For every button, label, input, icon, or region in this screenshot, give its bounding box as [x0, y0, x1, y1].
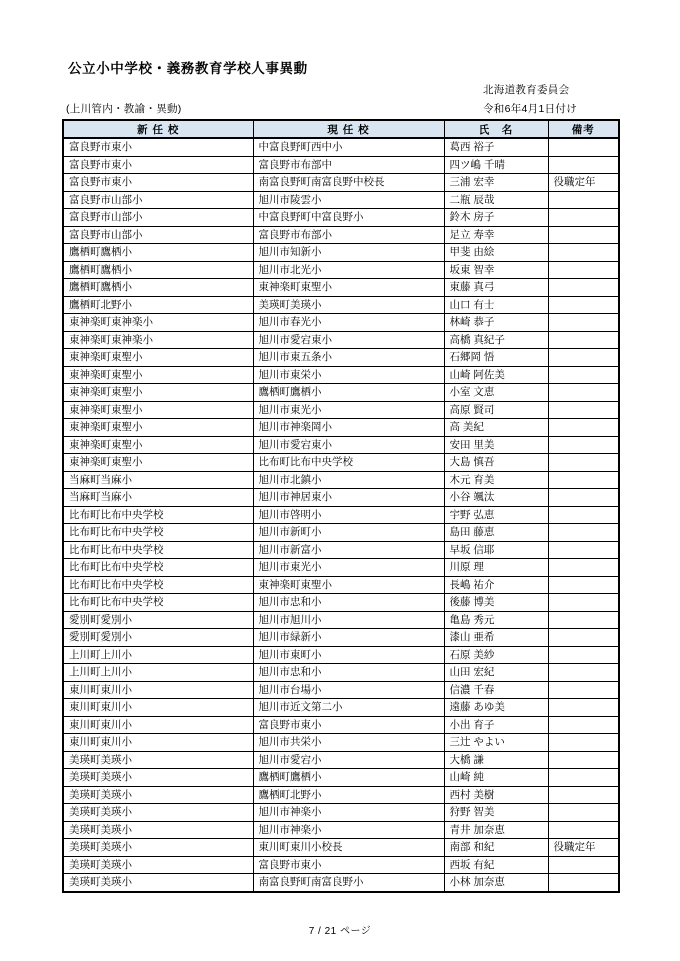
current-school-cell: 旭川市共栄小: [253, 734, 444, 752]
name-cell: 山崎 純: [444, 769, 548, 787]
name-cell: 山崎 阿佐美: [444, 366, 548, 384]
new-school-cell: 東神楽町東聖小: [63, 384, 253, 402]
new-school-cell: 比布町比布中央学校: [63, 524, 253, 542]
remarks-cell: [548, 156, 619, 174]
table-row: [63, 699, 619, 717]
new-school-cell: 東川町東川小: [63, 681, 253, 699]
remarks-cell: [548, 821, 619, 839]
table-row: [63, 751, 619, 769]
name-cell: 木元 育美: [444, 471, 548, 489]
table-row: [63, 629, 619, 647]
column-header-remarks: 備考: [548, 120, 619, 138]
new-school-cell: 鷹栖町北野小: [63, 296, 253, 314]
current-school-cell: 旭川市忠和小: [253, 664, 444, 682]
remarks-cell: [548, 489, 619, 507]
name-cell: 石原 美紗: [444, 646, 548, 664]
table-row: [63, 366, 619, 384]
current-school-cell: 旭川市東光小: [253, 401, 444, 419]
new-school-cell: 富良野市東小: [63, 138, 253, 156]
table-row: [63, 174, 619, 192]
table-row: [63, 856, 619, 874]
new-school-cell: 美瑛町美瑛小: [63, 839, 253, 857]
name-cell: 鈴木 房子: [444, 209, 548, 227]
table-row: [63, 681, 619, 699]
table-row: [63, 839, 619, 857]
table-row: [63, 716, 619, 734]
new-school-cell: 美瑛町美瑛小: [63, 874, 253, 892]
new-school-cell: 愛別町愛別小: [63, 611, 253, 629]
name-cell: 西村 美樹: [444, 786, 548, 804]
name-cell: 大島 慎吾: [444, 454, 548, 472]
effective-date: 令和6年4月1日付け: [483, 103, 578, 115]
table-body: [63, 138, 619, 892]
current-school-cell: 鷹栖町鷹栖小: [253, 384, 444, 402]
current-school-cell: 旭川市緑新小: [253, 629, 444, 647]
name-cell: 石郷岡 悟: [444, 349, 548, 367]
table-header: [63, 120, 619, 138]
new-school-cell: 美瑛町美瑛小: [63, 786, 253, 804]
table-row: [63, 611, 619, 629]
current-school-cell: 鷹栖町北野小: [253, 786, 444, 804]
current-school-cell: 旭川市東光小: [253, 559, 444, 577]
name-cell: 高 美紀: [444, 419, 548, 437]
current-school-cell: 美瑛町美瑛小: [253, 296, 444, 314]
new-school-cell: 比布町比布中央学校: [63, 594, 253, 612]
new-school-cell: 富良野市山部小: [63, 191, 253, 209]
current-school-cell: 旭川市知新小: [253, 244, 444, 262]
table-row: [63, 489, 619, 507]
current-school-cell: 南富良野町南富良野小: [253, 874, 444, 892]
current-school-cell: 旭川市春光小: [253, 314, 444, 332]
current-school-cell: 富良野市東小: [253, 716, 444, 734]
personnel-table: [62, 119, 620, 893]
remarks-cell: [548, 716, 619, 734]
table-row: [63, 331, 619, 349]
remarks-cell: [548, 681, 619, 699]
table-row: [63, 279, 619, 297]
table-row: [63, 349, 619, 367]
table-row: [63, 209, 619, 227]
table-row: [63, 244, 619, 262]
remarks-cell: [548, 734, 619, 752]
name-cell: 南部 和紀: [444, 839, 548, 857]
new-school-cell: 美瑛町美瑛小: [63, 856, 253, 874]
current-school-cell: 旭川市東町小: [253, 646, 444, 664]
name-cell: 早坂 信耶: [444, 541, 548, 559]
current-school-cell: 富良野市布部小: [253, 226, 444, 244]
remarks-cell: [548, 314, 619, 332]
remarks-cell: [548, 296, 619, 314]
new-school-cell: 富良野市東小: [63, 156, 253, 174]
remarks-cell: [548, 366, 619, 384]
remarks-cell: [548, 751, 619, 769]
current-school-cell: 東神楽町東聖小: [253, 576, 444, 594]
remarks-cell: [548, 629, 619, 647]
remarks-cell: [548, 594, 619, 612]
remarks-cell: [548, 856, 619, 874]
current-school-cell: 東川町東川小校長: [253, 839, 444, 857]
name-cell: 小谷 颯汰: [444, 489, 548, 507]
header-row: [63, 120, 619, 138]
new-school-cell: 鷹栖町鷹栖小: [63, 279, 253, 297]
name-cell: 宇野 弘恵: [444, 506, 548, 524]
table-row: [63, 821, 619, 839]
table-row: [63, 664, 619, 682]
current-school-cell: 旭川市北鎮小: [253, 471, 444, 489]
name-cell: 西坂 有紀: [444, 856, 548, 874]
current-school-cell: 旭川市東五条小: [253, 349, 444, 367]
table-row: [63, 471, 619, 489]
name-cell: 漆山 亜希: [444, 629, 548, 647]
remarks-cell: [548, 524, 619, 542]
current-school-cell: 旭川市神楽小: [253, 821, 444, 839]
remarks-cell: [548, 576, 619, 594]
remarks-cell: [548, 209, 619, 227]
current-school-cell: 旭川市台場小: [253, 681, 444, 699]
name-cell: 川原 理: [444, 559, 548, 577]
table-row: [63, 138, 619, 156]
new-school-cell: 富良野市東小: [63, 174, 253, 192]
new-school-cell: 東神楽町東聖小: [63, 454, 253, 472]
remarks-cell: [548, 471, 619, 489]
remarks-cell: 役職定年: [548, 839, 619, 857]
column-header-name: 氏 名: [444, 120, 548, 138]
new-school-cell: 富良野市山部小: [63, 226, 253, 244]
name-cell: 小林 加奈恵: [444, 874, 548, 892]
new-school-cell: 美瑛町美瑛小: [63, 804, 253, 822]
table-row: [63, 191, 619, 209]
name-cell: 島田 藤恵: [444, 524, 548, 542]
remarks-cell: [548, 454, 619, 472]
organization-name: 北海道教育委員会: [483, 84, 570, 96]
remarks-cell: [548, 769, 619, 787]
name-cell: 青井 加奈恵: [444, 821, 548, 839]
name-cell: 小出 育子: [444, 716, 548, 734]
table-row: [63, 734, 619, 752]
new-school-cell: 東神楽町東神楽小: [63, 331, 253, 349]
current-school-cell: 旭川市神居東小: [253, 489, 444, 507]
name-cell: 後藤 博美: [444, 594, 548, 612]
new-school-cell: 東川町東川小: [63, 734, 253, 752]
new-school-cell: 東神楽町東聖小: [63, 366, 253, 384]
new-school-cell: 鷹栖町鷹栖小: [63, 244, 253, 262]
new-school-cell: 東川町東川小: [63, 716, 253, 734]
name-cell: 安田 里美: [444, 436, 548, 454]
table-row: [63, 786, 619, 804]
current-school-cell: 旭川市近文第二小: [253, 699, 444, 717]
name-cell: 甲斐 由絵: [444, 244, 548, 262]
new-school-cell: 鷹栖町鷹栖小: [63, 261, 253, 279]
remarks-cell: [548, 541, 619, 559]
current-school-cell: 旭川市北光小: [253, 261, 444, 279]
remarks-cell: [548, 331, 619, 349]
current-school-cell: 南富良野町南富良野中校長: [253, 174, 444, 192]
table-row: [63, 401, 619, 419]
new-school-cell: 比布町比布中央学校: [63, 541, 253, 559]
remarks-cell: [548, 419, 619, 437]
remarks-cell: [548, 244, 619, 262]
current-school-cell: 旭川市東栄小: [253, 366, 444, 384]
page-title: 公立小中学校・義務教育学校人事異動: [68, 61, 308, 76]
name-cell: 林崎 恭子: [444, 314, 548, 332]
remarks-cell: [548, 874, 619, 892]
table-row: [63, 156, 619, 174]
current-school-cell: 富良野市東小: [253, 856, 444, 874]
new-school-cell: 愛別町愛別小: [63, 629, 253, 647]
new-school-cell: 美瑛町美瑛小: [63, 821, 253, 839]
current-school-cell: 旭川市新町小: [253, 524, 444, 542]
name-cell: 信濃 千春: [444, 681, 548, 699]
name-cell: 狩野 智美: [444, 804, 548, 822]
current-school-cell: 中富良野町中富良野小: [253, 209, 444, 227]
current-school-cell: 旭川市陵雲小: [253, 191, 444, 209]
remarks-cell: [548, 664, 619, 682]
current-school-cell: 旭川市旭川小: [253, 611, 444, 629]
name-cell: 小室 文恵: [444, 384, 548, 402]
table-row: [63, 261, 619, 279]
current-school-cell: 旭川市愛宕小: [253, 751, 444, 769]
current-school-cell: 東神楽町東聖小: [253, 279, 444, 297]
remarks-cell: [548, 436, 619, 454]
name-cell: 東藤 真弓: [444, 279, 548, 297]
table-row: [63, 804, 619, 822]
table-row: [63, 454, 619, 472]
current-school-cell: 旭川市新富小: [253, 541, 444, 559]
remarks-cell: [548, 349, 619, 367]
new-school-cell: 東川町東川小: [63, 699, 253, 717]
table-row: [63, 314, 619, 332]
current-school-cell: 富良野市布部中: [253, 156, 444, 174]
remarks-cell: [548, 261, 619, 279]
table-row: [63, 576, 619, 594]
current-school-cell: 旭川市忠和小: [253, 594, 444, 612]
name-cell: 二瓶 辰哉: [444, 191, 548, 209]
column-header-current-school: 現 任 校: [253, 120, 444, 138]
current-school-cell: 旭川市神楽岡小: [253, 419, 444, 437]
table-row: [63, 384, 619, 402]
new-school-cell: 上川町上川小: [63, 664, 253, 682]
new-school-cell: 富良野市山部小: [63, 209, 253, 227]
table-row: [63, 559, 619, 577]
remarks-cell: [548, 646, 619, 664]
new-school-cell: 美瑛町美瑛小: [63, 751, 253, 769]
new-school-cell: 東神楽町東聖小: [63, 349, 253, 367]
name-cell: 三浦 宏幸: [444, 174, 548, 192]
remarks-cell: [548, 786, 619, 804]
new-school-cell: 東神楽町東神楽小: [63, 314, 253, 332]
remarks-cell: [548, 401, 619, 419]
table-row: [63, 541, 619, 559]
table-row: [63, 646, 619, 664]
remarks-cell: [548, 226, 619, 244]
current-school-cell: 比布町比布中央学校: [253, 454, 444, 472]
page-number: 7 / 21 ページ: [308, 926, 372, 937]
current-school-cell: 旭川市啓明小: [253, 506, 444, 524]
new-school-cell: 比布町比布中央学校: [63, 506, 253, 524]
name-cell: 三辻 やよい: [444, 734, 548, 752]
current-school-cell: 中富良野町西中小: [253, 138, 444, 156]
new-school-cell: 東神楽町東聖小: [63, 401, 253, 419]
name-cell: 四ツ嶋 千晴: [444, 156, 548, 174]
name-cell: 山口 有士: [444, 296, 548, 314]
name-cell: 亀島 秀元: [444, 611, 548, 629]
table-row: [63, 524, 619, 542]
new-school-cell: 東神楽町東聖小: [63, 419, 253, 437]
new-school-cell: 東神楽町東聖小: [63, 436, 253, 454]
remarks-cell: [548, 506, 619, 524]
table-row: [63, 226, 619, 244]
table-row: [63, 594, 619, 612]
name-cell: 高橋 真紀子: [444, 331, 548, 349]
table-row: [63, 874, 619, 892]
table-row: [63, 769, 619, 787]
remarks-cell: [548, 611, 619, 629]
table-row: [63, 506, 619, 524]
new-school-cell: 上川町上川小: [63, 646, 253, 664]
new-school-cell: 当麻町当麻小: [63, 489, 253, 507]
table-row: [63, 436, 619, 454]
name-cell: 高原 賢司: [444, 401, 548, 419]
name-cell: 葛西 裕子: [444, 138, 548, 156]
remarks-cell: [548, 279, 619, 297]
name-cell: 大橋 謙: [444, 751, 548, 769]
new-school-cell: 比布町比布中央学校: [63, 559, 253, 577]
remarks-cell: 役職定年: [548, 174, 619, 192]
remarks-cell: [548, 559, 619, 577]
remarks-cell: [548, 384, 619, 402]
name-cell: 長嶋 祐介: [444, 576, 548, 594]
remarks-cell: [548, 138, 619, 156]
scope-line: (上川管内・教諭・異動): [66, 103, 182, 115]
table-row: [63, 419, 619, 437]
current-school-cell: 鷹栖町鷹栖小: [253, 769, 444, 787]
column-header-new-school: 新 任 校: [63, 120, 253, 138]
remarks-cell: [548, 191, 619, 209]
remarks-cell: [548, 699, 619, 717]
current-school-cell: 旭川市愛宕東小: [253, 331, 444, 349]
new-school-cell: 美瑛町美瑛小: [63, 769, 253, 787]
remarks-cell: [548, 804, 619, 822]
table-row: [63, 296, 619, 314]
new-school-cell: 比布町比布中央学校: [63, 576, 253, 594]
current-school-cell: 旭川市愛宕東小: [253, 436, 444, 454]
name-cell: 山田 宏紀: [444, 664, 548, 682]
name-cell: 遠藤 あゆ美: [444, 699, 548, 717]
current-school-cell: 旭川市神楽小: [253, 804, 444, 822]
new-school-cell: 当麻町当麻小: [63, 471, 253, 489]
name-cell: 坂東 智幸: [444, 261, 548, 279]
name-cell: 足立 寿幸: [444, 226, 548, 244]
